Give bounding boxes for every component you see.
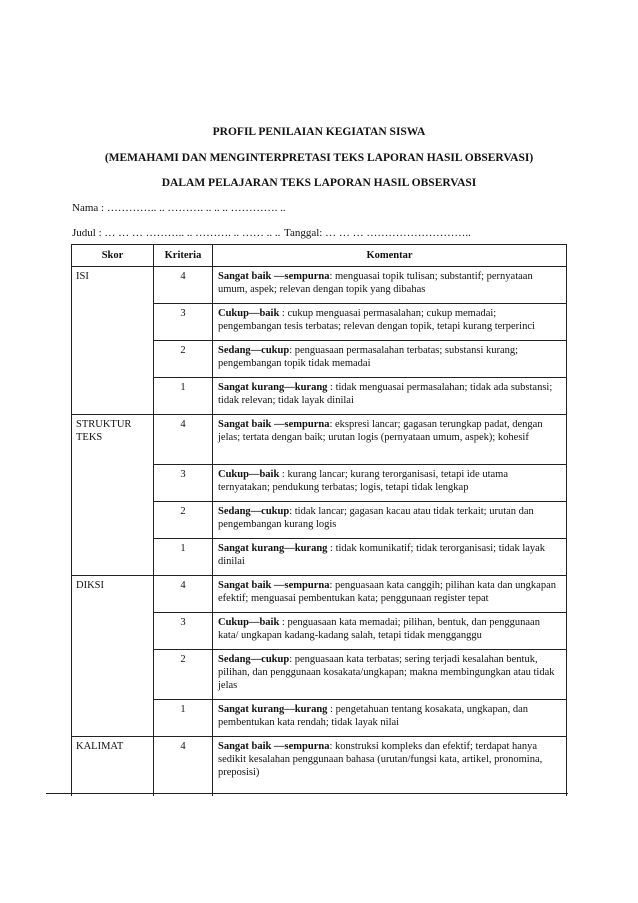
- criteria-description: : konstruksi kompleks dan efektif; terdapat hanya sedikit kesalahan penggunaan bahasa (urutan/fungsi kata, artikel, pronomina, preposisi): [218, 741, 543, 778]
- score-cell: 3: [154, 465, 213, 502]
- score-cell: 3: [154, 613, 213, 650]
- criteria-description: : menguasai topik tulisan; substantif; pernyataan umum, aspek; relevan dengan topik yang dibahas: [218, 271, 533, 295]
- comment-cell: [213, 700, 567, 737]
- nama-field: Nama : ………….. .. ………. .. .. .. …………. ..: [72, 202, 286, 214]
- table-row: [72, 267, 567, 304]
- criteria-description: : penguasaan kata memadai; pilihan, bentuk, dan penggunaan kata/ ungkapan kadang-kadang salah, tetapi tidak mengganggu: [218, 617, 540, 641]
- comment-cell: [213, 576, 567, 613]
- criteria-label: Sedang—cukup: [218, 654, 290, 665]
- table-row: [72, 576, 567, 613]
- criteria-label: Sangat baik —sempurna: [218, 741, 330, 752]
- score-cell: 1: [154, 700, 213, 737]
- criteria-description: : penguasaan permasalahan terbatas; substansi kurang; pengembangan topik tidak memadai: [218, 345, 519, 369]
- tanggal-field: Tanggal: … … … ………………………..: [284, 227, 471, 239]
- criteria-description: : penguasaan kata terbatas; sering terjadi kesalahan bentuk, pilihan, dan penggunaan kosakata/ungkapan; makna membingungkan atau tidak jelas: [218, 654, 555, 691]
- table-row: [72, 415, 567, 465]
- criteria-label: Cukup—baik: [218, 617, 280, 628]
- criteria-label: Sangat kurang—kurang: [218, 543, 328, 554]
- comment-cell: [213, 378, 567, 415]
- score-cell: 2: [154, 502, 213, 539]
- score-cell: 2: [154, 650, 213, 700]
- score-cell: 4: [154, 576, 213, 613]
- criteria-description: : tidak menguasai permasalahan; tidak ada substansi; tidak relevan; tidak layak dinilai: [218, 382, 553, 406]
- criteria-description: : tidak lancar; gagasan kacau atau tidak terkait; urutan dan pengembangan kurang logis: [218, 506, 534, 530]
- title-line-2: (MEMAHAMI DAN MENGINTERPRETASI TEKS LAPORAN HASIL OBSERVASI): [104, 152, 534, 164]
- criteria-label: Sangat baik —sempurna: [218, 271, 330, 282]
- aspect-cell: ISI: [72, 267, 154, 415]
- criteria-description: : tidak komunikatif; tidak terorganisasi; tidak layak dinilai: [218, 543, 546, 567]
- comment-cell: [213, 650, 567, 700]
- rubric-table: [71, 244, 567, 796]
- criteria-description: : penguasaan kata canggih; pilihan kata dan ungkapan efektif; menguasai pembentukan kata; penggunaan register tepat: [218, 580, 556, 604]
- criteria-label: Sedang—cukup: [218, 345, 290, 356]
- score-cell: 4: [154, 267, 213, 304]
- comment-cell: [213, 415, 567, 465]
- comment-cell: [213, 539, 567, 576]
- comment-cell: [213, 502, 567, 539]
- comment-cell: [213, 341, 567, 378]
- criteria-label: Sedang—cukup: [218, 506, 290, 517]
- header-kriteria: Kriteria: [154, 245, 213, 267]
- criteria-label: Sangat baik —sempurna: [218, 419, 330, 430]
- criteria-label: Sangat baik —sempurna: [218, 580, 330, 591]
- score-cell: 4: [154, 737, 213, 797]
- comment-cell: [213, 737, 567, 797]
- criteria-description: : pengetahuan tentang kosakata, ungkapan, dan pembentukan kata rendah; tidak layak nilai: [218, 704, 529, 728]
- score-cell: 4: [154, 415, 213, 465]
- aspect-cell: STRUKTUR TEKS: [72, 415, 154, 576]
- criteria-label: Cukup—baik: [218, 308, 280, 319]
- score-cell: 1: [154, 378, 213, 415]
- comment-cell: [213, 613, 567, 650]
- score-cell: 2: [154, 341, 213, 378]
- criteria-label: Sangat kurang—kurang: [218, 704, 328, 715]
- criteria-label: Sangat kurang—kurang: [218, 382, 328, 393]
- comment-cell: [213, 267, 567, 304]
- aspect-cell: DIKSI: [72, 576, 154, 737]
- score-cell: 3: [154, 304, 213, 341]
- page-bottom-rule: [46, 793, 568, 794]
- comment-cell: [213, 304, 567, 341]
- title-line-1: PROFIL PENILAIAN KEGIATAN SISWA: [212, 126, 426, 138]
- aspect-cell: KALIMAT: [72, 737, 154, 797]
- header-komentar: Komentar: [213, 245, 567, 267]
- comment-cell: [213, 465, 567, 502]
- criteria-description: : ekspresi lancar; gagasan terungkap padat, dengan jelas; tertata dengan baik; urutan logis (pernyataan umum, aspek); kohesif: [218, 419, 543, 443]
- criteria-description: : kurang lancar; kurang terorganisasi, tetapi ide utama ternyatakan; pendukung terbatas; logis, tetapi tidak lengkap: [218, 469, 508, 493]
- header-skor: Skor: [72, 245, 154, 267]
- criteria-label: Cukup—baik: [218, 469, 280, 480]
- table-row: [72, 737, 567, 797]
- score-cell: 1: [154, 539, 213, 576]
- table-header-row: [72, 245, 567, 267]
- judul-field: Judul : … … … ……….. .. ………. .. …… .. ..: [72, 227, 281, 239]
- title-line-3: DALAM PELAJARAN TEKS LAPORAN HASIL OBSERVASI: [161, 177, 477, 189]
- criteria-description: : cukup menguasai permasalahan; cukup memadai; pengembangan tesis terbatas; relevan dengan topik, tetapi kurang terperinci: [218, 308, 535, 332]
